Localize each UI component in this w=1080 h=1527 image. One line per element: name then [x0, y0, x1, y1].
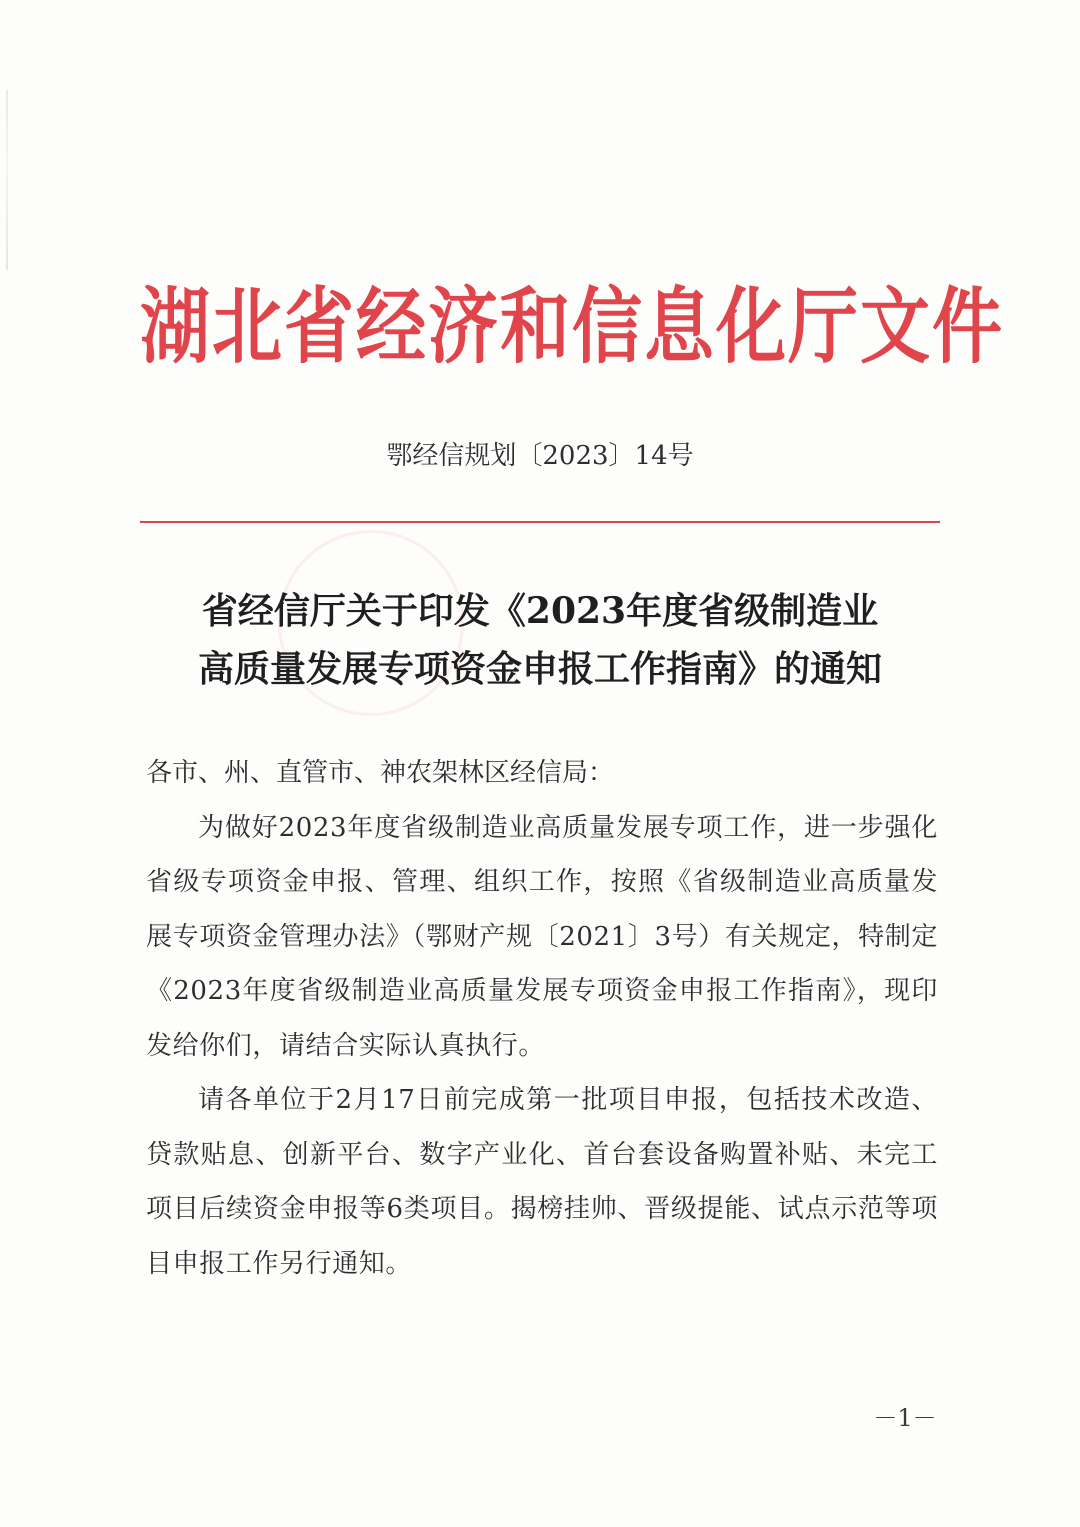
document-number: 鄂经信规划〔2023〕14号: [386, 441, 694, 471]
body-paragraph-2: 请各单位于2月17日前完成第一批项目申报，包括技术改造、贷款贴息、创新平台、数字产业化、首台套设备购置补贴、未完工项目后续资金申报等6类项目。揭榜挂帅、晋级提能、试点示范等项目申报工作另行通知。: [146, 1085, 938, 1279]
notice-body: [146, 746, 938, 1291]
masthead-title: 湖北省经济和信息化厅文件: [140, 277, 1004, 376]
notice-title-line-2: 高质量发展专项资金申报工作指南》的通知: [197, 648, 882, 690]
body-paragraph-1: 为做好2023年度省级制造业高质量发展专项工作，进一步强化省级专项资金申报、管理、组织工作，按照《省级制造业高质量发展专项资金管理办法》（鄂财产规〔2021〕3号）有关规定，特制定《2023年度省级制造业高质量发展专项资金申报工作指南》，现印发给你们，请结合实际认真执行。: [146, 812, 938, 1061]
page-number: －1－: [873, 1404, 937, 1432]
red-divider-line: [140, 521, 940, 523]
notice-title: [120, 582, 960, 698]
scan-edge-mark: [6, 90, 8, 270]
salutation: 各市、州、直管市、神农架林区经信局：: [146, 758, 615, 788]
notice-title-line-1: 省经信厅关于印发《2023年度省级制造业: [201, 590, 879, 632]
